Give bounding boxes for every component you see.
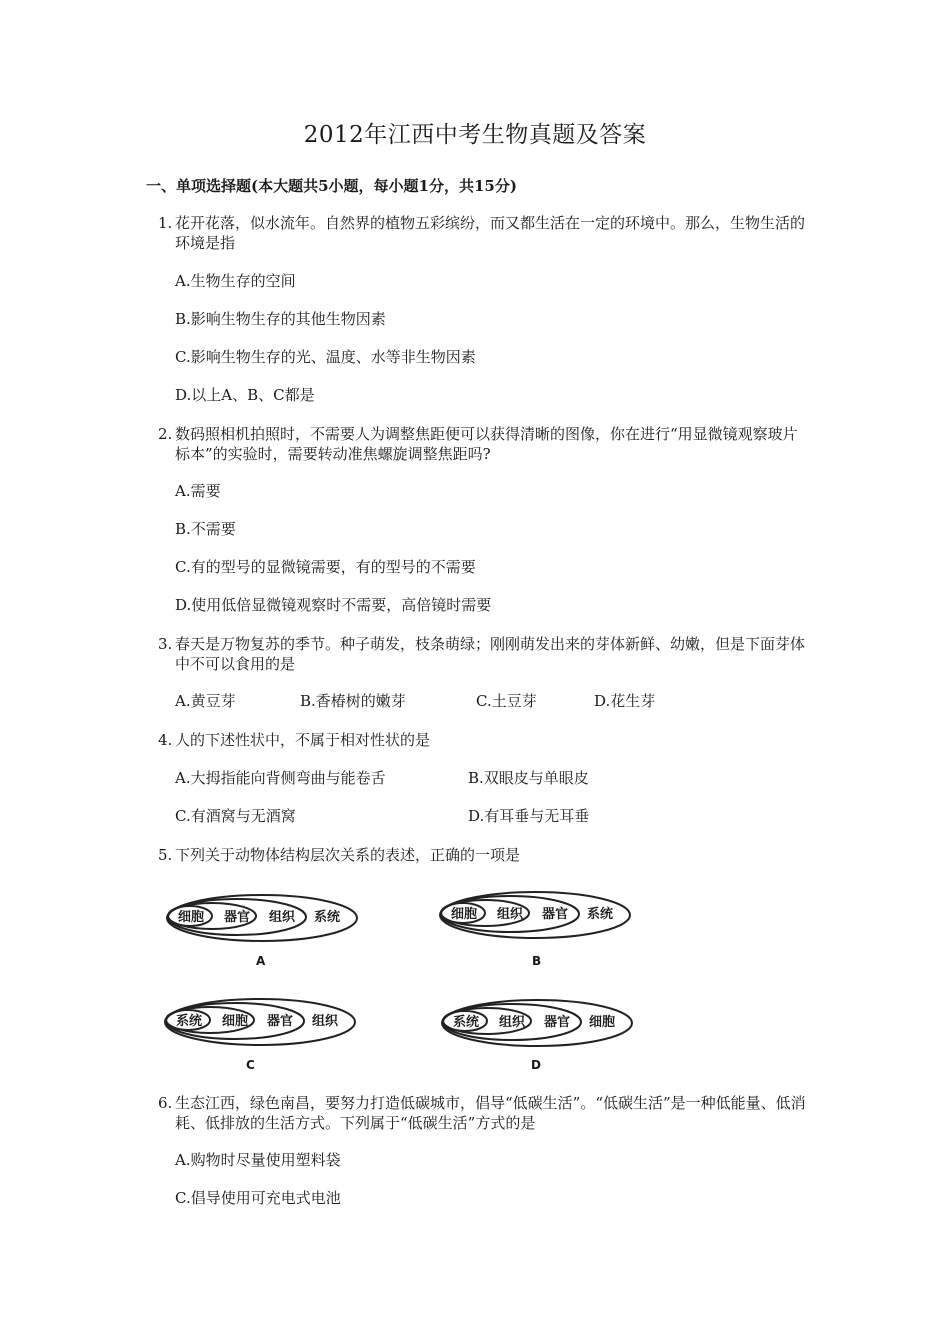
nested-ellipse-diagram-b (438, 890, 633, 940)
q2-option-d: D.使用低倍显微镜观察时不需要，高倍镜时需要 (175, 596, 492, 614)
diagram-term: 器官 (266, 1014, 294, 1029)
question-text: 人的下述性状中，不属于相对性状的是 (175, 731, 431, 749)
diagram-term: 组织 (311, 1014, 339, 1029)
question-number: 1. (158, 214, 173, 232)
question-text: 生态江西，绿色南昌，要努力打造低碳城市，倡导“低碳生活”。“低碳生活”是一种低能量、低消耗、低排放的生活方式。下列属于“低碳生活”方式的是 (175, 1094, 806, 1132)
diagram-term: 细胞 (221, 1014, 249, 1029)
q3-option-c: C.土豆芽 (476, 692, 537, 710)
diagram-term: 组织 (268, 910, 296, 925)
page-title: 2012年江西中考生物真题及答案 (303, 122, 647, 148)
q1-option-a: A.生物生存的空间 (175, 272, 296, 290)
diagram-label-b: B (532, 954, 542, 968)
diagram-term: 组织 (496, 907, 524, 922)
section-heading: 一、单项选择题(本大题共5小题，每小题1分，共15分) (146, 177, 517, 195)
nested-ellipse-diagram-d (440, 998, 635, 1048)
nested-ellipse-diagram-c (163, 997, 358, 1047)
diagram-term: 器官 (543, 1015, 571, 1030)
diagram-term: 系统 (452, 1015, 480, 1030)
diagram-label-a: A (256, 954, 266, 968)
question-number: 3. (158, 635, 173, 653)
q4-option-d: D.有耳垂与无耳垂 (468, 807, 590, 825)
question-2 (158, 424, 808, 464)
question-4 (158, 730, 808, 750)
q2-option-a: A.需要 (175, 482, 221, 500)
q3-option-b: B.香椿树的嫩芽 (300, 692, 406, 710)
question-number: 4. (158, 731, 173, 749)
q6-option-a: A.购物时尽量使用塑料袋 (175, 1151, 341, 1169)
question-text: 数码照相机拍照时，不需要人为调整焦距便可以获得清晰的图像，你在进行“用显微镜观察玻片标本”的实验时，需要转动准焦螺旋调整焦距吗? (175, 425, 798, 463)
diagram-term: 器官 (223, 910, 251, 925)
q4-option-c: C.有酒窝与无酒窝 (175, 807, 296, 825)
diagram-label-d: D (531, 1058, 541, 1072)
diagram-term: 细胞 (450, 907, 478, 922)
q1-option-c: C.影响生物生存的光、温度、水等非生物因素 (175, 348, 476, 366)
question-text: 花开花落，似水流年。自然界的植物五彩缤纷，而又都生活在一定的环境中。那么，生物生活的环境是指 (175, 214, 806, 252)
diagram-term: 组织 (498, 1015, 526, 1030)
diagram-term: 细胞 (588, 1015, 616, 1030)
question-number: 6. (158, 1094, 173, 1112)
q6-option-c: C.倡导使用可充电式电池 (175, 1189, 341, 1207)
q2-option-b: B.不需要 (175, 520, 236, 538)
question-5 (158, 845, 808, 865)
question-6 (158, 1093, 808, 1133)
q2-option-c: C.有的型号的显微镜需要，有的型号的不需要 (175, 558, 476, 576)
q1-option-b: B.影响生物生存的其他生物因素 (175, 310, 386, 328)
question-number: 2. (158, 425, 173, 443)
question-3 (158, 634, 808, 674)
diagram-label-c: C (246, 1058, 255, 1072)
question-text: 下列关于动物体结构层次关系的表述，正确的一项是 (175, 846, 521, 864)
q4-option-a: A.大拇指能向背侧弯曲与能卷舌 (175, 769, 386, 787)
diagram-term: 系统 (586, 907, 614, 922)
diagram-term: 细胞 (177, 910, 205, 925)
question-1 (158, 213, 808, 253)
diagram-term: 器官 (541, 907, 569, 922)
nested-ellipse-diagram-a (165, 893, 360, 943)
q4-option-b: B.双眼皮与单眼皮 (468, 769, 589, 787)
question-number: 5. (158, 846, 173, 864)
diagram-term: 系统 (175, 1014, 203, 1029)
question-text: 春天是万物复苏的季节。种子萌发，枝条萌绿；刚刚萌发出来的芽体新鲜、幼嫩，但是下面芽体中不可以食用的是 (175, 635, 806, 673)
q3-option-d: D.花生芽 (594, 692, 656, 710)
diagram-term: 系统 (313, 910, 341, 925)
q1-option-d: D.以上A、B、C都是 (175, 386, 315, 404)
q3-option-a: A.黄豆芽 (175, 692, 236, 710)
